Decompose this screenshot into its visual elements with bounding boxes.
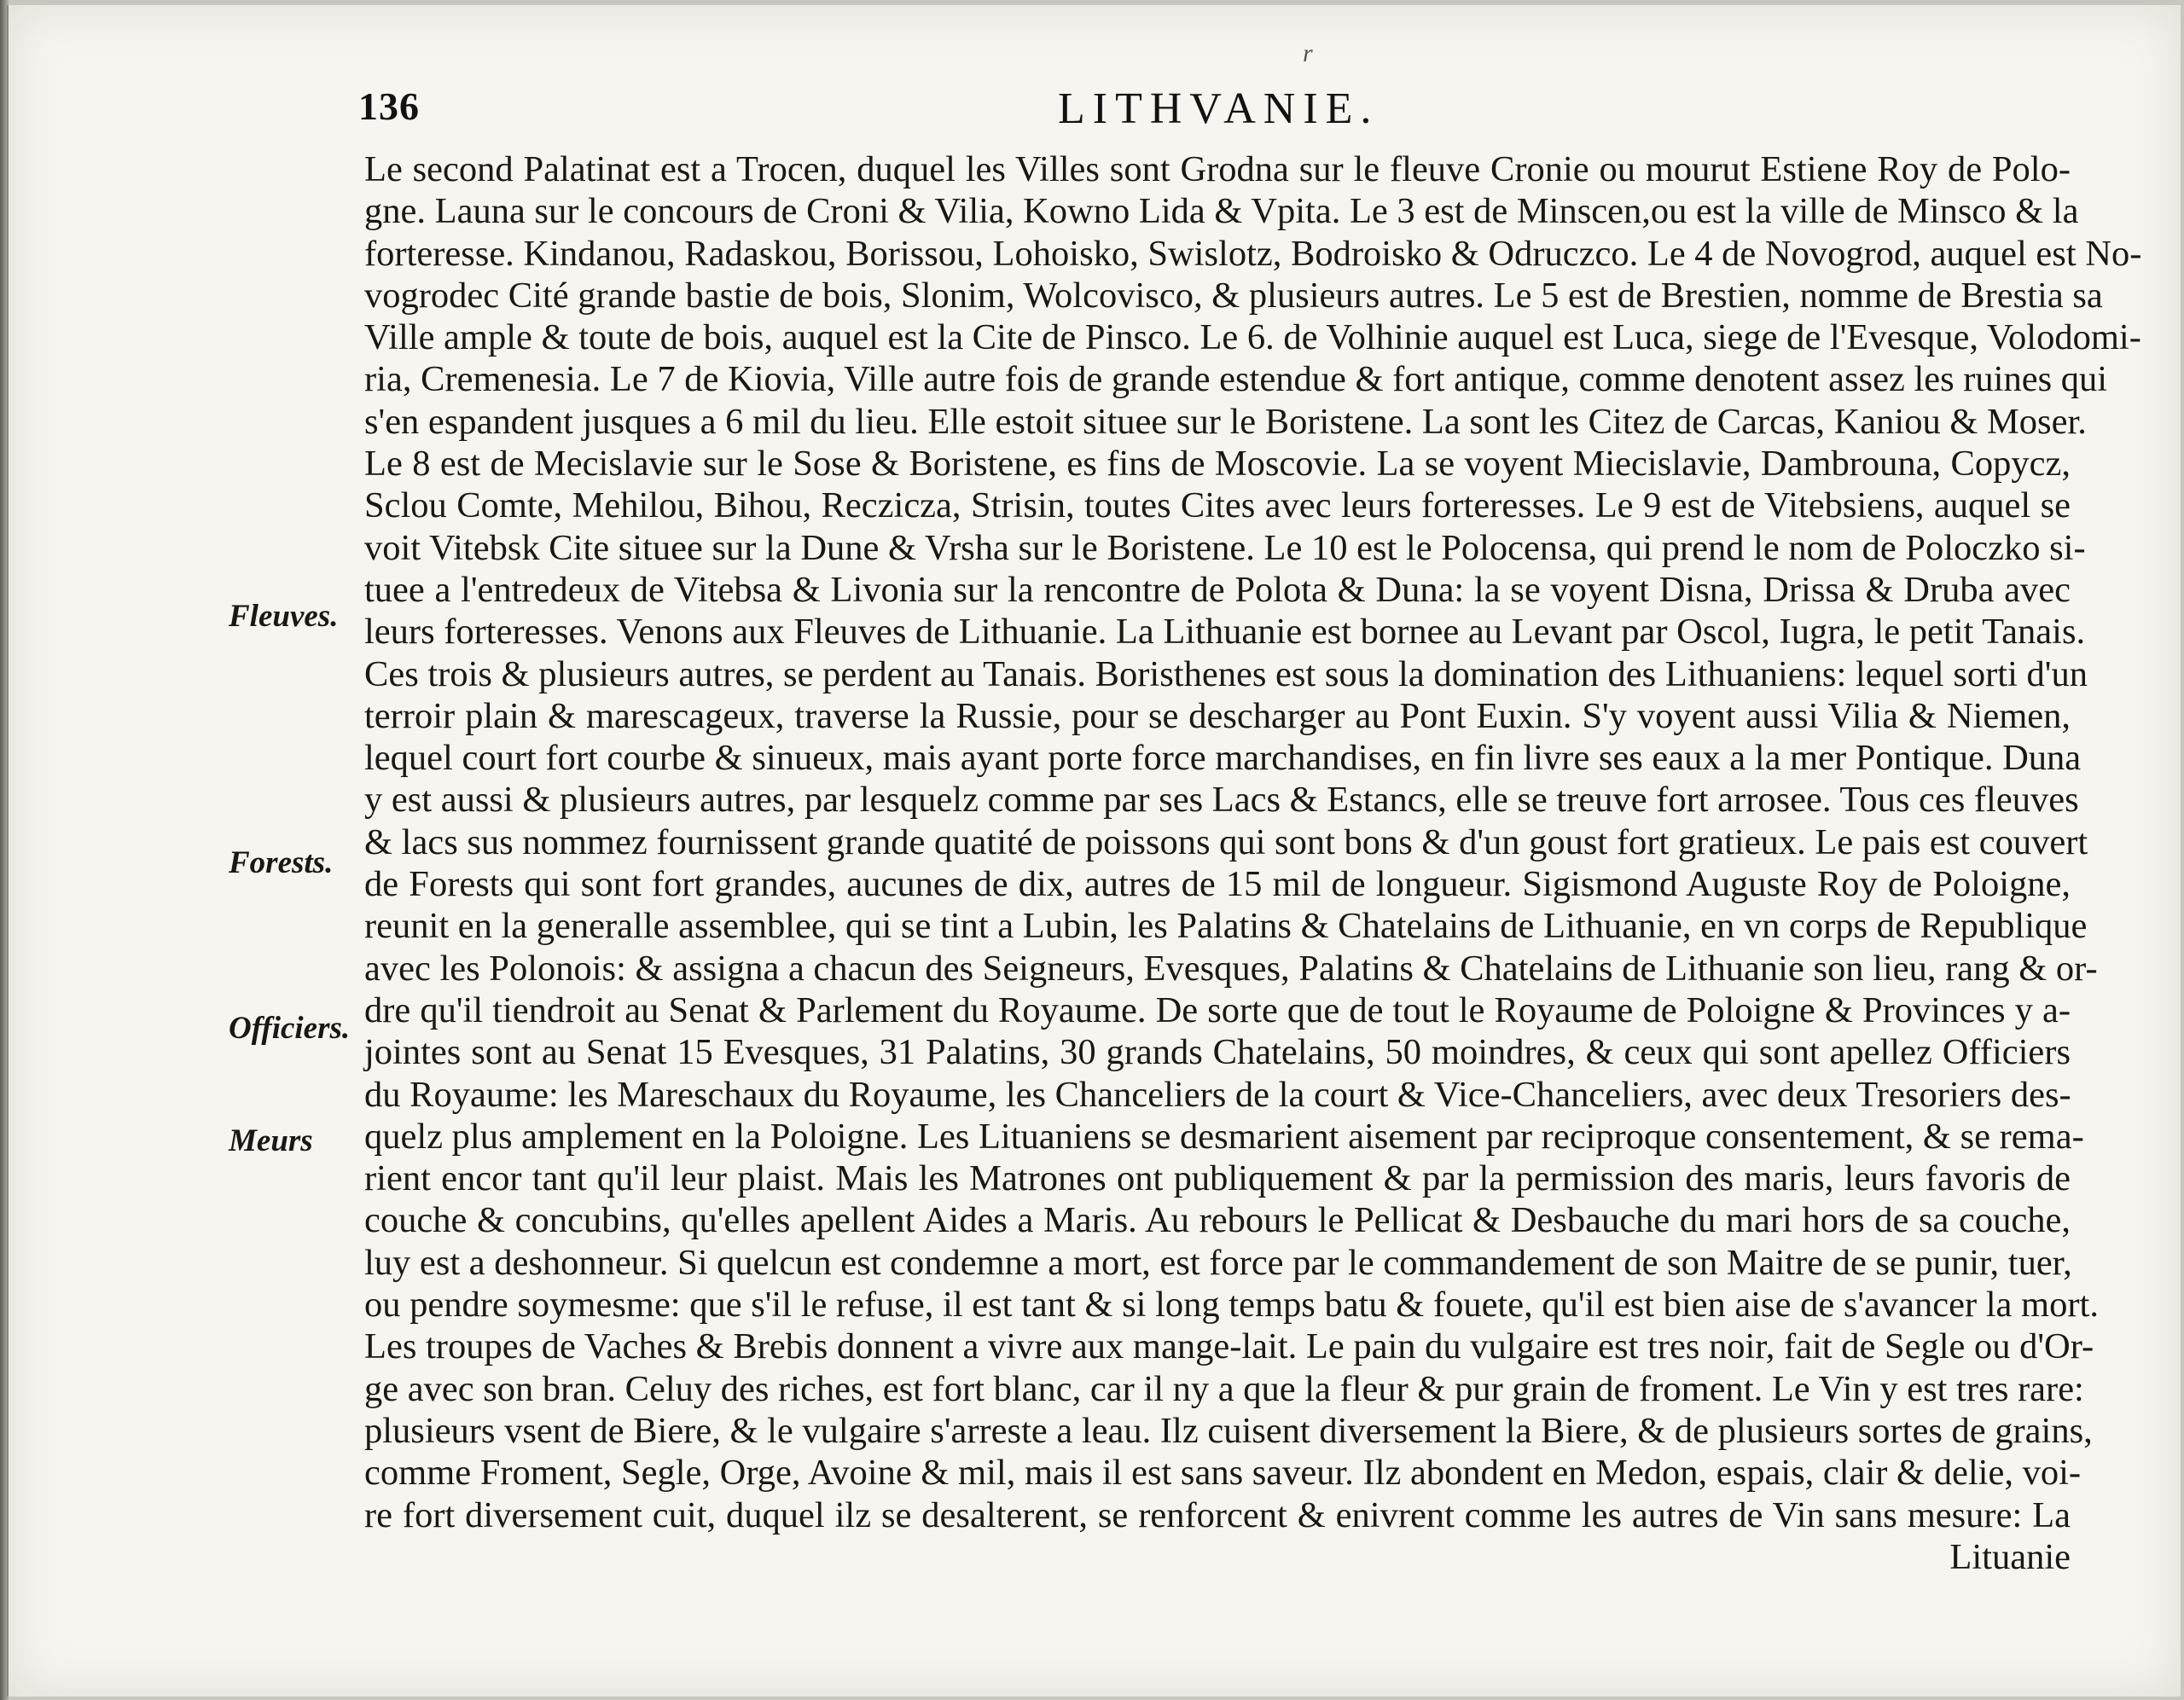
pencil-mark: r: [1303, 39, 1313, 67]
text-line: Sclou Comte, Mehilou, Bihou, Reczicza, Strisin, toutes Cites avec leurs forteresses. Le 9 est de Vitebsiens, auquel se: [364, 485, 2071, 526]
text-line: plusieurs vsent de Biere, & le vulgaire s'arreste a leau. Ilz cuisent diversement la Biere, & de plusieurs sortes de grains,: [364, 1410, 2093, 1451]
text-line: Le 8 est de Mecislavie sur le Sose & Boristene, es fins de Moscovie. La se voyent Miecislavie, Dambrouna, Copycz,: [364, 444, 2071, 484]
text-line: du Royaume: les Mareschaux du Royaume, les Chanceliers de la court & Vice-Chanceliers, avec deux Tresoriers des-: [364, 1074, 2071, 1115]
marginal-note-officiers: Officiers.: [229, 1011, 351, 1046]
text-line: vogrodec Cité grande bastie de bois, Slonim, Wolcovisco, & plusieurs autres. Le 5 est de Brestien, nomme de Brestia sa: [364, 275, 2103, 316]
text-line: y est aussi & plusieurs autres, par lesquelz comme par ses Lacs & Estancs, elle se treuve fort arrosee. Tous ces fleuves: [364, 780, 2079, 821]
text-line: & lacs sus nommez fournissent grande quatité de poissons qui sont bons & d'un goust fort gratieux. Le pais est couvert: [364, 821, 2088, 862]
text-line: dre qu'il tiendroit au Senat & Parlement du Royaume. De sorte que de tout le Royaume de Poloigne & Provinces y a-: [364, 989, 2071, 1030]
text-line: couche & concubins, qu'elles apellent Aides a Maris. Au rebours le Pellicat & Desbauche du mari hors de sa couche,: [364, 1200, 2071, 1241]
text-line: de Forests qui sont fort grandes, aucunes de dix, autres de 15 mil de longueur. Sigismond Auguste Roy de Poloigne,: [364, 864, 2071, 905]
text-line: ria, Cremenesia. Le 7 de Kiovia, Ville autre fois de grande estendue & fort antique, comme denotent assez les ruines qui: [364, 359, 2108, 400]
text-line: Le second Palatinat est a Trocen, duquel les Villes sont Grodna sur le fleuve Cronie ou mourut Estiene Roy de Polo-: [364, 149, 2071, 189]
text-line: jointes sont au Senat 15 Evesques, 31 Palatins, 30 grands Chatelains, 50 moindres, & ceux qui sont apellez Officiers: [364, 1032, 2071, 1073]
text-line: lequel court fort courbe & sinueux, mais ayant porte force marchandises, en fin livre ses eaux a la mer Pontique. Duna: [364, 738, 2082, 779]
text-line: gne. Launa sur le concours de Croni & Vilia, Kowno Lida & Vpita. Le 3 est de Minscen,ou est la ville de Minsco & la: [364, 191, 2079, 232]
catchword: Lituanie: [1949, 1536, 2071, 1577]
text-line: ou pendre soymesme: que s'il le refuse, il est tant & si long temps batu & fouete, qu'il est bien aise de s'avancer la mort.: [364, 1285, 2099, 1326]
text-line: forteresse. Kindanou, Radaskou, Borissou, Lohoisko, Swislotz, Bodroisko & Odruczco. Le 4 de Novogrod, auquel est No-: [364, 233, 2142, 274]
text-line: leurs forteresses. Venons aux Fleuves de Lithuanie. La Lithuanie est bornee au Levant par Oscol, Iugra, le petit Tanais.: [364, 612, 2086, 653]
text-line: comme Froment, Segle, Orge, Avoine & mil, mais il est sans saveur. Ilz abondent en Medon, espais, clair & delie, voi-: [364, 1453, 2082, 1494]
marginal-note-forests: Forests.: [229, 845, 334, 880]
text-line: avec les Polonois: & assigna a chacun des Seigneurs, Evesques, Palatins & Chatelains de Lithuanie son lieu, rang & or-: [364, 948, 2098, 989]
text-line: ge avec son bran. Celuy des riches, est fort blanc, car il ny a que la fleur & pur grain de froment. Le Vin y est tres rare:: [364, 1368, 2084, 1409]
marginal-note-fleuves: Fleuves.: [229, 599, 339, 634]
text-line: voit Vitebsk Cite situee sur la Dune & Vrsha sur le Boristene. Le 10 est le Polocensa, qui prend le nom de Poloczko si-: [364, 527, 2086, 568]
text-line: reunit en la generalle assemblee, qui se tint a Lubin, les Palatins & Chatelains de Lithuanie, en vn corps de Republique: [364, 906, 2088, 947]
text-line: s'en espandent jusques a 6 mil du lieu. Elle estoit situee sur le Boristene. La sont les Citez de Carcas, Kaniou & Moser.: [364, 401, 2087, 442]
running-title: LITHVANIE.: [1058, 84, 1380, 133]
text-line: Les troupes de Vaches & Brebis donnent a vivre aux mange-lait. Le pain du vulgaire est tres noir, fait de Segle ou d'Or-: [364, 1326, 2094, 1367]
text-line: rient encor tant qu'il leur plaist. Mais les Matrones ont publiquement & par la permission des maris, leurs favoris de: [364, 1158, 2071, 1199]
body-text: [364, 148, 2142, 1578]
text-line: terroir plain & marescageux, traverse la Russie, pour se descharger au Pont Euxin. S'y voyent aussi Vilia & Niemen,: [364, 695, 2071, 736]
text-line: re fort diversement cuit, duquel ilz se desalterent, se renforcent & enivrent comme les autres de Vin sans mesure: La: [364, 1494, 2071, 1535]
text-line: Ces trois & plusieurs autres, se perdent au Tanais. Boristhenes est sous la domination des Lithuaniens: lequel sorti d'un: [364, 653, 2088, 694]
text-line: Ville ample & toute de bois, auquel est la Cite de Pinsco. Le 6. de Volhinie auquel est Luca, siege de l'Evesque, Volodomi-: [364, 317, 2141, 358]
text-line: quelz plus amplement en la Poloigne. Les Lituaniens se desmarient aisement par reciproque consentement, & se rema-: [364, 1116, 2084, 1157]
page-sheet: [7, 5, 2181, 1697]
page-header: [9, 84, 2181, 143]
text-line: tuee a l'entredeux de Vitebsa & Livonia sur la rencontre de Polota & Duna: la se voyent Disna, Drissa & Druba avec: [364, 569, 2071, 610]
marginal-note-meurs: Meurs: [229, 1123, 313, 1158]
text-line: luy est a deshonneur. Si quelcun est condemne a mort, est force par le commandement de son Maitre de se punir, tuer,: [364, 1242, 2072, 1283]
page-number: 136: [358, 84, 420, 128]
